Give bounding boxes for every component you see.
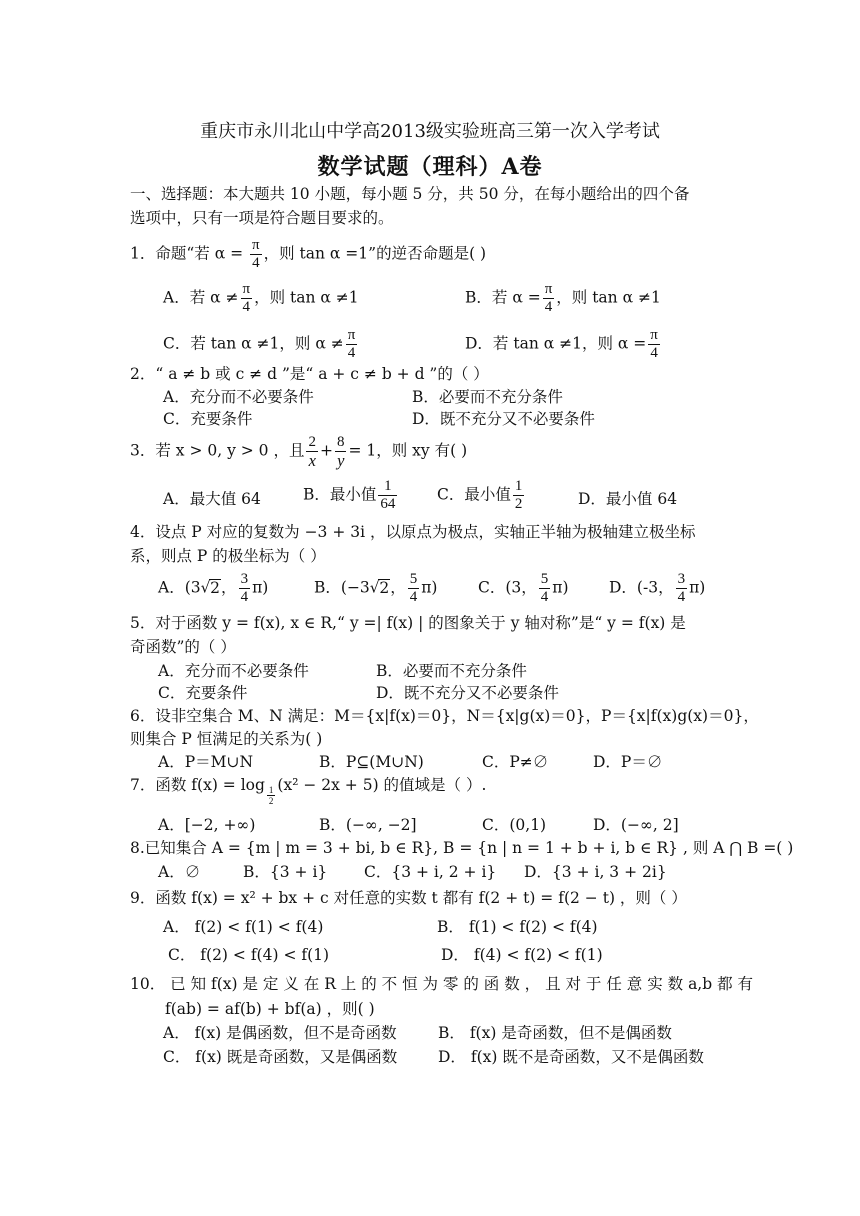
q8-option-b: B．{3 + i} bbox=[243, 863, 328, 881]
fraction-denominator: y bbox=[337, 451, 345, 470]
q7-option-a: A．[−2, +∞) bbox=[158, 816, 256, 834]
fraction-numerator: 2 bbox=[308, 434, 316, 450]
q2-stem: 2．“ a ≠ b 或 c ≠ d ”是“ a + c ≠ b + d ”的（ ） bbox=[130, 365, 489, 383]
section-instructions-line-1: 一、选择题：本大题共 10 小题，每小题 5 分，共 50 分，在每小题给出的四个备 bbox=[130, 185, 690, 203]
q6-stem-line-2: 则集合 P 恒满足的关系为( ) bbox=[130, 730, 323, 748]
q5-option-d: D．既不充分又不必要条件 bbox=[376, 684, 559, 702]
fraction-denominator: 4 bbox=[409, 589, 418, 605]
q7-option-b: B．(−∞, −2] bbox=[319, 816, 417, 834]
q6-option-d: D．P＝∅ bbox=[593, 753, 663, 771]
q4-stem-line-2: 系，则点 P 的极坐标为（ ） bbox=[130, 547, 326, 565]
q1-option-b-fraction bbox=[543, 281, 555, 316]
q10-option-a: A． f(x) 是偶函数，但不是奇函数 bbox=[163, 1024, 397, 1042]
q4-option-b-text: B．(−3 bbox=[314, 578, 370, 597]
section-instructions-line-2: 选项中，只有一项是符合题目要求的。 bbox=[130, 209, 394, 227]
q4-option-d-text: D．(-3， bbox=[609, 578, 674, 597]
exam-title: 数学试题（理科）A卷 bbox=[317, 154, 543, 180]
fraction-denominator: 2 bbox=[514, 496, 523, 512]
q1-stem-text-b: ，则 tan α =1”的逆否命题是( ) bbox=[263, 244, 487, 263]
q4-option-b-text-b: π) bbox=[421, 578, 438, 597]
q4-option-b bbox=[314, 571, 437, 606]
q4-option-d-text-b: π) bbox=[689, 578, 706, 597]
q1-option-a-text: A．若 α ≠ bbox=[163, 288, 239, 307]
q3-option-b-fraction bbox=[378, 478, 397, 513]
q3-stem bbox=[130, 434, 467, 469]
q4-option-d-fraction bbox=[676, 571, 688, 606]
q8-option-a: A．∅ bbox=[158, 863, 201, 881]
fraction-numerator: 1 bbox=[378, 478, 397, 496]
q4-option-a bbox=[158, 571, 268, 606]
fraction-numerator: 1 bbox=[514, 478, 523, 494]
q1-option-a-fraction bbox=[241, 281, 253, 316]
q3-option-b bbox=[303, 478, 399, 513]
q6-option-b: B．P⊆(M∪N) bbox=[319, 753, 424, 771]
q1-option-d-fraction bbox=[648, 327, 660, 362]
fraction-numerator: π bbox=[544, 281, 553, 297]
q3-option-c-fraction bbox=[513, 478, 525, 513]
fraction-denominator: 4 bbox=[252, 255, 260, 271]
q1-stem-fraction bbox=[250, 237, 262, 272]
fraction-denominator: 4 bbox=[650, 345, 658, 361]
q10-stem-line-1: 10． 已 知 f(x) 是 定 义 在 R 上 的 不 恒 为 零 的 函 数 ， 且 对 于 任 意 实 数 a,b 都 有 bbox=[130, 975, 754, 993]
fraction-denominator: 64 bbox=[380, 496, 396, 512]
q4-stem-line-1: 4．设点 P 对应的复数为 −3 + 3i ，以原点为极点，实轴正半轴为极轴建立极坐标 bbox=[130, 523, 696, 541]
fraction-denominator: 4 bbox=[347, 345, 356, 361]
fraction-numerator: 3 bbox=[677, 571, 686, 587]
fraction-denominator: 2 bbox=[268, 796, 274, 806]
q3-option-b-text: B．最小值 bbox=[303, 485, 377, 504]
q4-option-b-fraction bbox=[408, 571, 420, 606]
q4-option-d bbox=[609, 571, 705, 606]
q1-stem-text-a: 1．命题“若 α = bbox=[130, 244, 249, 263]
school-header-line: 重庆市永川北山中学高2013级实验班高三第一次入学考试 bbox=[200, 121, 660, 142]
q9-option-d: D． f(4) < f(2) < f(1) bbox=[441, 946, 603, 964]
q2-option-b: B．必要而不充分条件 bbox=[412, 388, 563, 406]
fraction-numerator: 3 bbox=[240, 571, 249, 587]
q10-option-c: C． f(x) 既是奇函数，又是偶函数 bbox=[163, 1048, 398, 1066]
fraction-denominator: 4 bbox=[677, 589, 686, 605]
q4-option-c bbox=[478, 571, 569, 606]
q6-option-c: C．P≠∅ bbox=[482, 753, 549, 771]
q10-stem-line-2: f(ab) = af(b) + bf(a) ，则( ) bbox=[165, 1000, 375, 1018]
q5-option-a: A．充分而不必要条件 bbox=[158, 662, 309, 680]
q4-option-b-radicand: 2 bbox=[379, 578, 390, 597]
q9-option-a: A． f(2) < f(1) < f(4) bbox=[163, 918, 324, 936]
q3-option-a: A．最大值 64 bbox=[163, 490, 261, 508]
q9-option-c: C． f(2) < f(4) < f(1) bbox=[168, 946, 330, 964]
q8-stem: 8.已知集合 A = {m | m = 3 + bi, b ∈ R}, B = {n | n = 1 + b + i, b ∈ R} , 则 A ⋂ B =( ) bbox=[130, 839, 794, 857]
q3-fraction-8-over-y bbox=[335, 434, 347, 469]
fraction-numerator: π bbox=[650, 327, 658, 343]
q6-option-a: A．P＝M∪N bbox=[158, 753, 254, 771]
q1-option-d bbox=[465, 327, 662, 362]
q4-option-a-text-b: π) bbox=[252, 578, 269, 597]
q5-stem-line-1: 5．对于函数 y = f(x), x ∈ R,“ y =| f(x) | 的图象关于 y 轴对称”是“ y = f(x) 是 bbox=[130, 614, 686, 632]
fraction-numerator: 1 bbox=[268, 785, 274, 795]
q7-stem bbox=[130, 775, 486, 806]
sqrt-icon: √ bbox=[200, 578, 211, 597]
q3-stem-text-b: = 1，则 xy 有( ) bbox=[348, 441, 468, 460]
fraction-denominator: 4 bbox=[540, 589, 549, 605]
q3-stem-text-a: 3．若 x > 0, y > 0 ，且 bbox=[130, 441, 305, 460]
q7-stem-text-b: (x² − 2x + 5) 的值域是（ ）. bbox=[277, 776, 487, 794]
q4-option-a-radicand: 2 bbox=[210, 578, 221, 597]
q3-plus-sign: + bbox=[319, 441, 333, 460]
fraction-numerator: 5 bbox=[409, 571, 418, 587]
q1-option-d-text: D．若 tan α ≠1，则 α = bbox=[465, 334, 647, 353]
q1-option-c-text: C．若 tan α ≠1，则 α ≠ bbox=[163, 334, 344, 353]
q4-option-c-text: C．(3， bbox=[478, 578, 537, 597]
q1-option-c bbox=[163, 327, 359, 362]
q2-option-a: A．充分而不必要条件 bbox=[163, 388, 314, 406]
q4-option-a-fraction bbox=[239, 571, 251, 606]
q4-option-c-fraction bbox=[539, 571, 551, 606]
fraction-denominator: x bbox=[308, 451, 316, 470]
q2-option-d: D．既不充分又不必要条件 bbox=[412, 410, 595, 428]
fraction-numerator: 8 bbox=[336, 434, 345, 450]
q8-option-d: D．{3 + i, 3 + 2i} bbox=[524, 863, 667, 881]
q7-option-c: C．(0,1) bbox=[482, 816, 547, 834]
q3-option-c-text: C．最小值 bbox=[437, 485, 511, 504]
q1-option-a bbox=[163, 281, 359, 316]
fraction-denominator: 4 bbox=[242, 299, 251, 315]
q5-option-c: C．充要条件 bbox=[158, 684, 248, 702]
separator: ， bbox=[390, 578, 406, 597]
q7-log-base-fraction bbox=[267, 785, 276, 806]
q2-option-c: C．充要条件 bbox=[163, 410, 253, 428]
q10-option-d: D． f(x) 既不是奇函数，又不是偶函数 bbox=[438, 1048, 704, 1066]
q7-option-d: D．(−∞, 2] bbox=[593, 816, 679, 834]
q5-option-b: B．必要而不充分条件 bbox=[376, 662, 527, 680]
q1-stem bbox=[130, 237, 486, 272]
q1-option-b bbox=[465, 281, 661, 316]
q1-option-b-text: B．若 α = bbox=[465, 288, 541, 307]
q9-stem: 9．函数 f(x) = x² + bx + c 对任意的实数 t 都有 f(2 + t) = f(2 − t) ，则（ ） bbox=[130, 889, 687, 907]
q4-option-c-text-b: π) bbox=[552, 578, 569, 597]
q3-option-c bbox=[437, 478, 526, 513]
q4-option-a-text: A．(3 bbox=[158, 578, 201, 597]
q1-option-c-fraction bbox=[346, 327, 358, 362]
q3-option-d: D．最小值 64 bbox=[578, 490, 678, 508]
fraction-numerator: π bbox=[347, 327, 356, 343]
q3-fraction-2-over-x bbox=[306, 434, 318, 469]
q9-option-b: B． f(1) < f(2) < f(4) bbox=[437, 918, 598, 936]
q8-option-c: C．{3 + i, 2 + i} bbox=[364, 863, 497, 881]
q5-stem-line-2: 奇函数”的（ ） bbox=[130, 638, 236, 656]
sqrt-icon: √ bbox=[369, 578, 380, 597]
fraction-denominator: 4 bbox=[544, 299, 553, 315]
q6-stem-line-1: 6．设非空集合 M、N 满足：M＝{x|f(x)＝0}，N＝{x|g(x)＝0}，P＝{x|f(x)g(x)＝0}， bbox=[130, 707, 759, 725]
fraction-denominator: 4 bbox=[240, 589, 249, 605]
fraction-numerator: π bbox=[242, 281, 251, 297]
q1-option-b-text-b: ，则 tan α ≠1 bbox=[556, 288, 661, 307]
fraction-numerator: π bbox=[252, 237, 260, 253]
q1-option-a-text-b: ，则 tan α ≠1 bbox=[254, 288, 359, 307]
separator: ， bbox=[221, 578, 237, 597]
q7-stem-text-a: 7．函数 f(x) = log bbox=[130, 776, 265, 794]
fraction-numerator: 5 bbox=[540, 571, 549, 587]
q10-option-b: B． f(x) 是奇函数，但不是偶函数 bbox=[438, 1024, 672, 1042]
